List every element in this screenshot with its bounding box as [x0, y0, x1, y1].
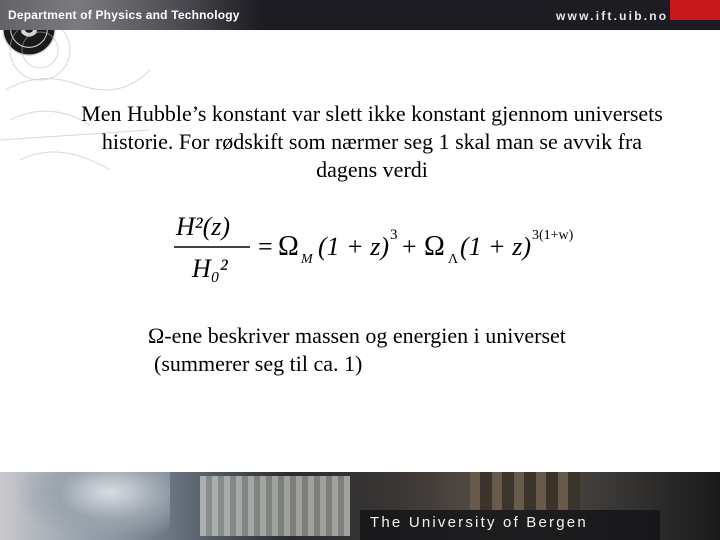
website-url: www.ift.uib.no — [556, 9, 669, 23]
intro-text: Men Hubble’s konstant var slett ikke konstant gjennom universets historie. For rødskift som nærmer seg 1 skal man se avvik fra dagens verdi — [81, 101, 663, 182]
equals-sign: = — [258, 232, 273, 261]
exponent-m: 3 — [390, 227, 398, 243]
department-title: Department of Physics and Technology — [8, 8, 240, 22]
omega-m-subscript: M — [301, 252, 313, 267]
omega-l: Ω — [424, 231, 445, 262]
friedmann-formula — [170, 205, 600, 290]
plus-sign: + — [402, 232, 417, 261]
formula-numerator: H²(z) — [176, 212, 231, 241]
footer-banner — [0, 472, 720, 540]
university-name: The University of Bergen — [370, 514, 588, 531]
omega-description — [148, 322, 688, 378]
exponent-l: 3(1+w) — [532, 228, 574, 243]
formula-denominator: H₀² — [192, 254, 228, 283]
omega-l-subscript: Λ — [448, 252, 459, 267]
omega-line-2: (summerer seg til ca. 1) — [154, 351, 363, 376]
omega-m: Ω — [278, 231, 299, 262]
footer-arch-image — [470, 472, 580, 510]
header-accent — [670, 0, 720, 20]
omega-line-1: Ω-ene beskriver massen og energien i universet — [148, 323, 566, 348]
footer-face-image — [20, 472, 170, 540]
header-bar — [0, 0, 720, 30]
factor-m: (1 + z) — [318, 232, 389, 261]
factor-l: (1 + z) — [460, 232, 531, 261]
footer-building-image — [200, 476, 350, 536]
